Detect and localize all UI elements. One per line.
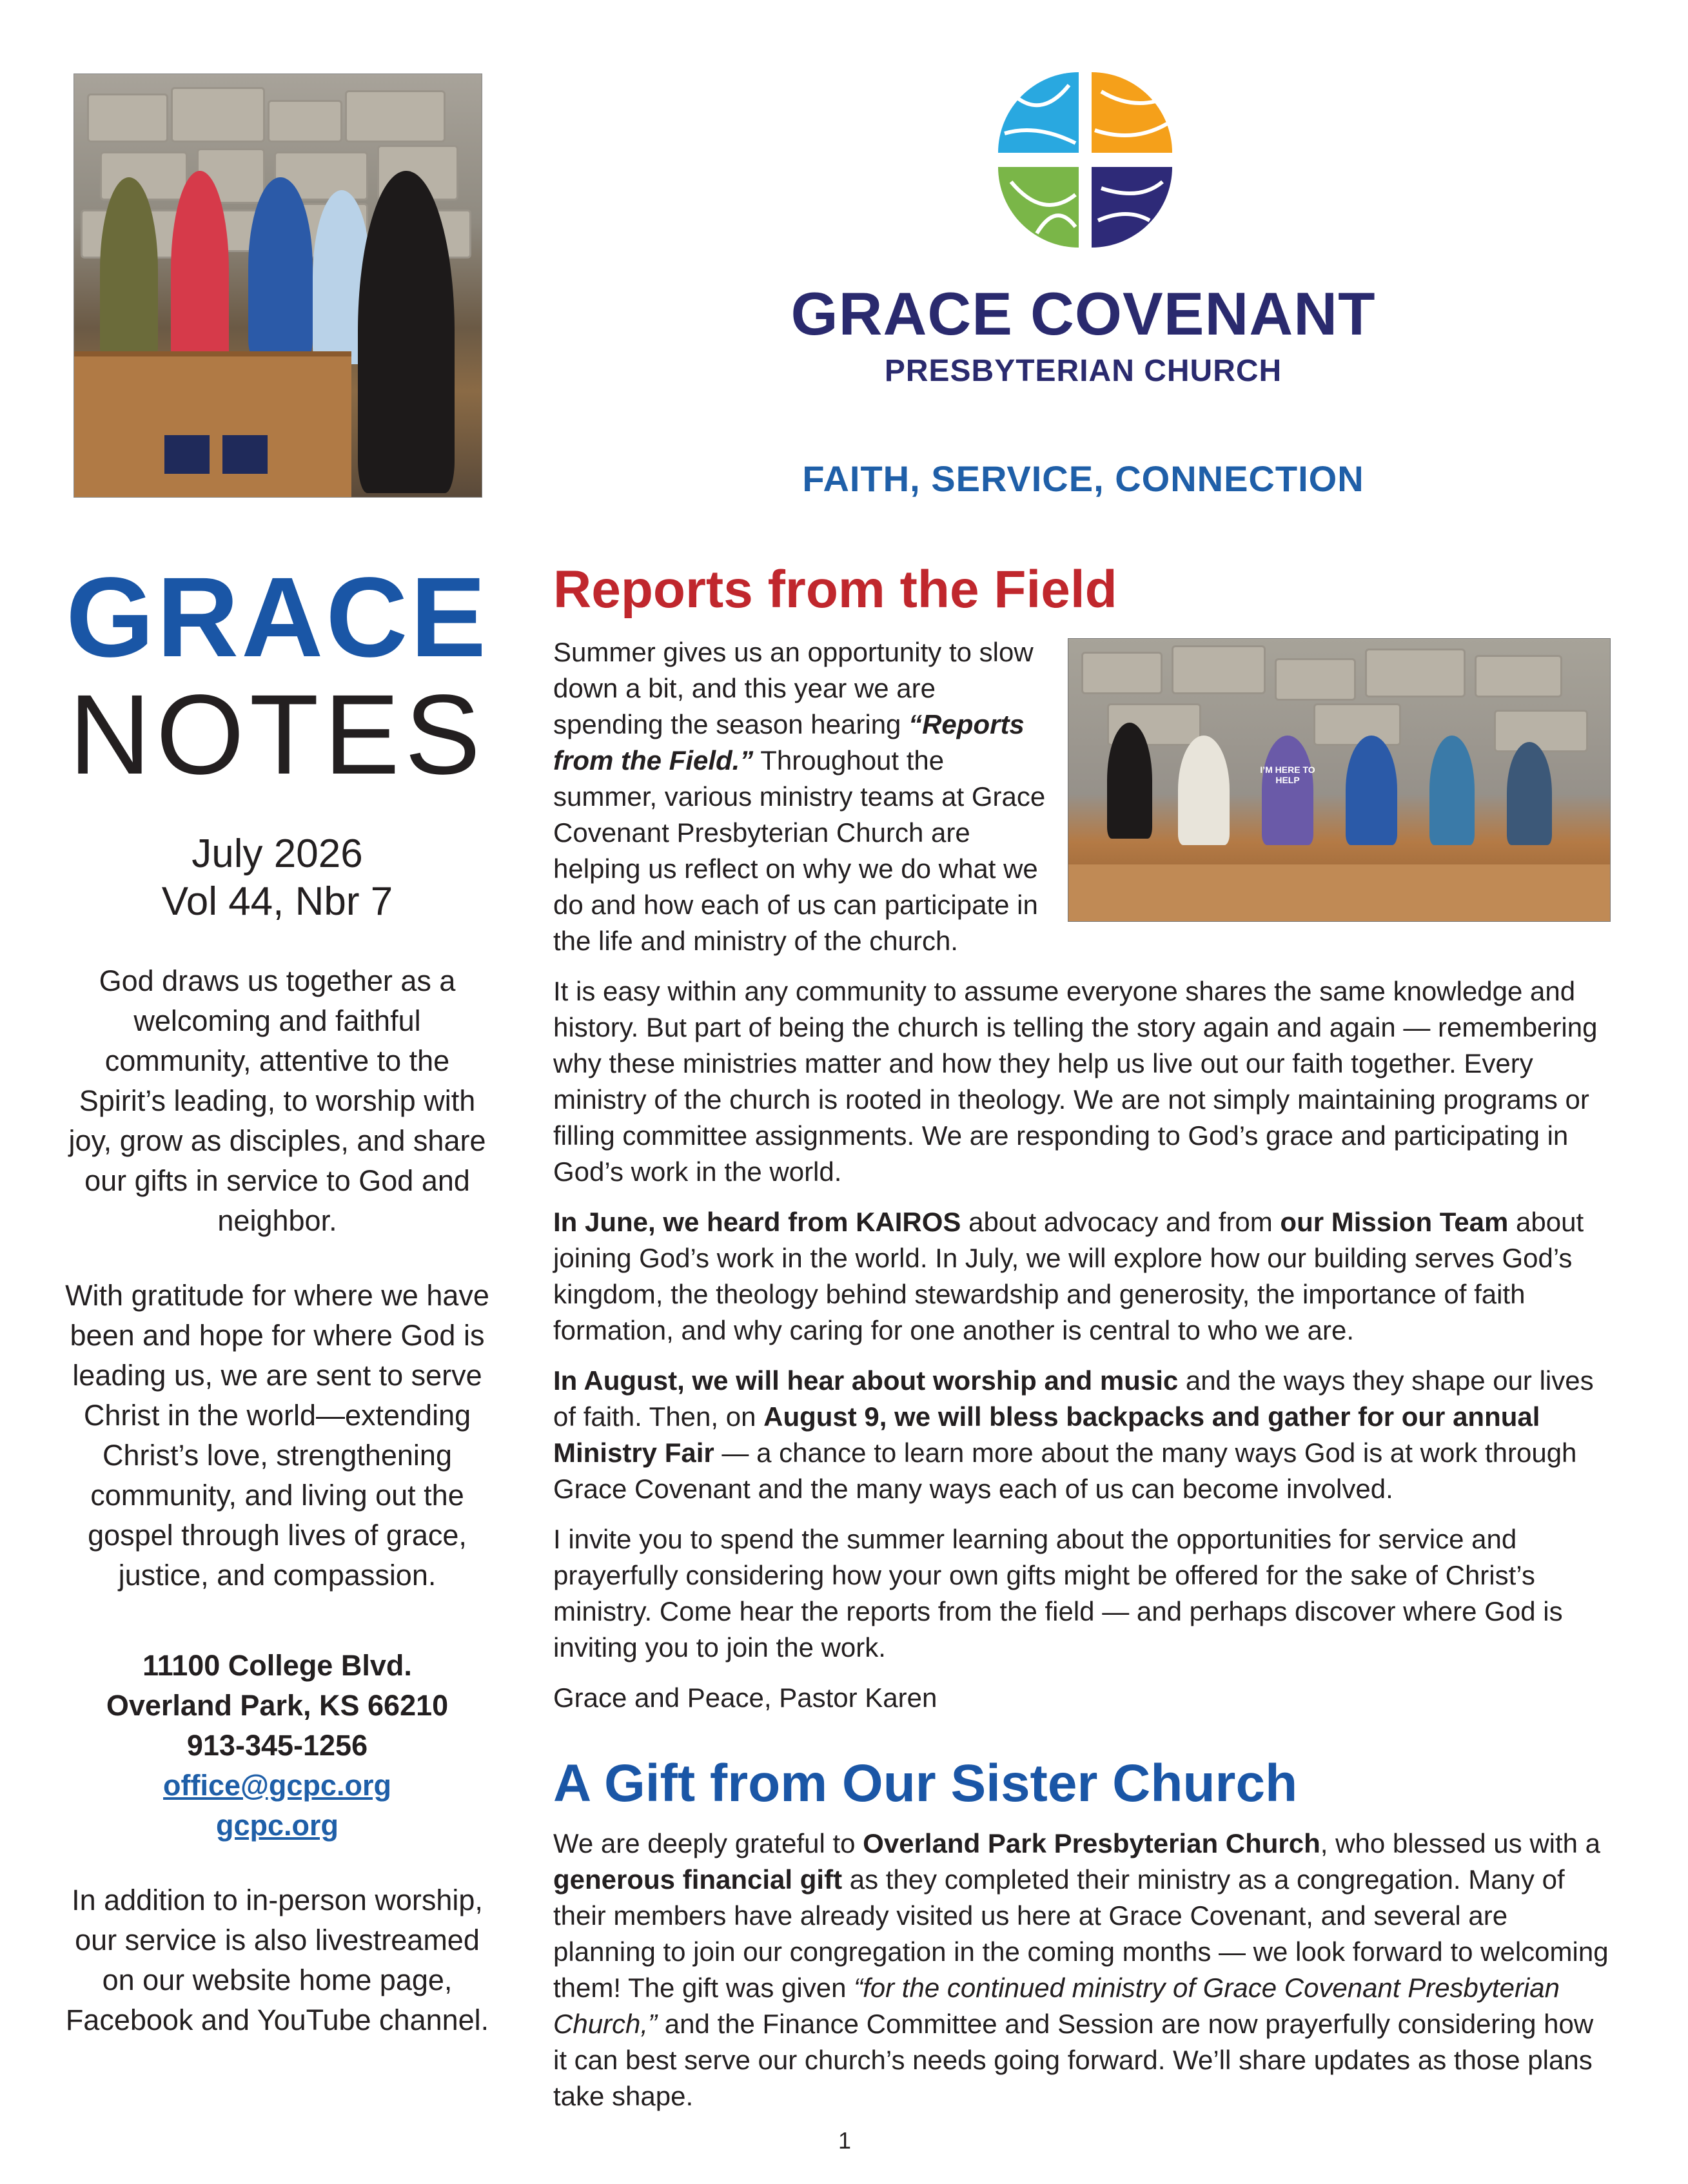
email-link[interactable]: office@gcpc.org <box>163 1768 391 1802</box>
article1-paragraph-5: I invite you to spend the summer learning about the opportunities for service and prayerfully considering how your own gifts might be offered for the sake of Christ’s ministry. Come hear the reports from the field — and perhaps discover where God is inviting you to join the work. <box>553 1524 1563 1663</box>
livestream-note: In addition to in-person worship, our service is also livestreamed on our website home page, Facebook and YouTube channel. <box>65 1883 489 2036</box>
article1-paragraph-3: In June, we heard from KAIROS about advocacy and from our Mission Team about joining God’s work in the world. In July, we will explore how our building serves God’s kingdom, the theology behind stewardship and generosity, the importance of faith formation, and why caring for one another is central to who we are. <box>553 1207 1584 1346</box>
stage-panel-photo <box>1068 638 1611 922</box>
article1-heading: Reports from the Field <box>553 560 1117 619</box>
vision-statement: With gratitude for where we have been and hope for where God is leading us, we are sent to serve Christ in the world—extending Christ’s love, strengthening community, and living out the gospel through lives of grace, justice, and compassion. <box>65 1278 489 1592</box>
newsletter-title-grace: GRACE <box>66 554 489 681</box>
phone-number: 913-345-1256 <box>186 1728 368 1762</box>
church-subtitle: PRESBYTERIAN CHURCH <box>884 354 1282 388</box>
issue-volume: Vol 44, Nbr 7 <box>161 879 393 924</box>
page-number: 1 <box>838 2127 852 2154</box>
main-content <box>553 561 1611 2129</box>
church-logo-icon <box>998 72 1172 248</box>
sidebar <box>52 554 503 2040</box>
mission-statement: God draws us together as a welcoming and faithful community, attentive to the Spirit’s leading, to worship with joy, grow as disciples, and share our gifts in service to God and neighbor. <box>68 964 486 1237</box>
article1-paragraph-2: It is easy within any community to assume everyone shares the same knowledge and history. But part of being the church is telling the story again and again — remembering why these ministries matter and how they help us live out our faith together. Every ministry of the church is rooted in theology. We are not simply maintaining programs or filling committee assignments. We are responding to God’s grace and participating in God’s work in the world. <box>553 976 1598 1187</box>
article2-heading: A Gift from Our Sister Church <box>553 1754 1298 1813</box>
church-name: GRACE COVENANT <box>790 280 1376 347</box>
article1-paragraph-4: In August, we will hear about worship and music and the ways they shape our lives of faith. Then, on August 9, we will bless backpacks and gather for our annual Ministry Fair — a chance to learn more about the many ways God is at work through Grace Covenant and the many ways each of us can become involved. <box>553 1365 1594 1505</box>
worship-photo <box>74 73 482 498</box>
newsletter-title-notes: NOTES <box>68 672 486 798</box>
article1-signoff: Grace and Peace, Pastor Karen <box>553 1682 937 1713</box>
article1-paragraph-1: Summer gives us an opportunity to slow down a bit, and this year we are spending the season hearing “Reports from the Field.” Throughout the summer, various ministry teams at Grace Covenant Presbyterian Church are helping us reflect on why we do what we do and how each of us can participate in the life and ministry of the church. <box>553 637 1046 957</box>
contact-block <box>52 1646 503 1846</box>
tagline: FAITH, SERVICE, CONNECTION <box>802 458 1364 499</box>
article2-paragraph: We are deeply grateful to Overland Park Presbyterian Church, who blessed us with a generous financial gift as they completed their ministry as a congregation. Many of their members have already visited us here at Grace Covenant, and several are planning to join our congregation in the coming months — we look forward to welcoming them! The gift was given “for the continued ministry of Grace Covenant Presbyterian Church,” and the Finance Committee and Session are now prayerfully considering how it can best serve our church’s needs going forward. We’ll share updates as those plans take shape. <box>553 1828 1609 2112</box>
address-line2: Overland Park, KS 66210 <box>106 1688 449 1722</box>
issue-date: July 2026 <box>191 832 363 876</box>
shirt-text: I’M HERE TO HELP <box>1260 765 1315 786</box>
website-link[interactable]: gcpc.org <box>215 1808 339 1842</box>
address-line1: 11100 College Blvd. <box>142 1648 412 1682</box>
